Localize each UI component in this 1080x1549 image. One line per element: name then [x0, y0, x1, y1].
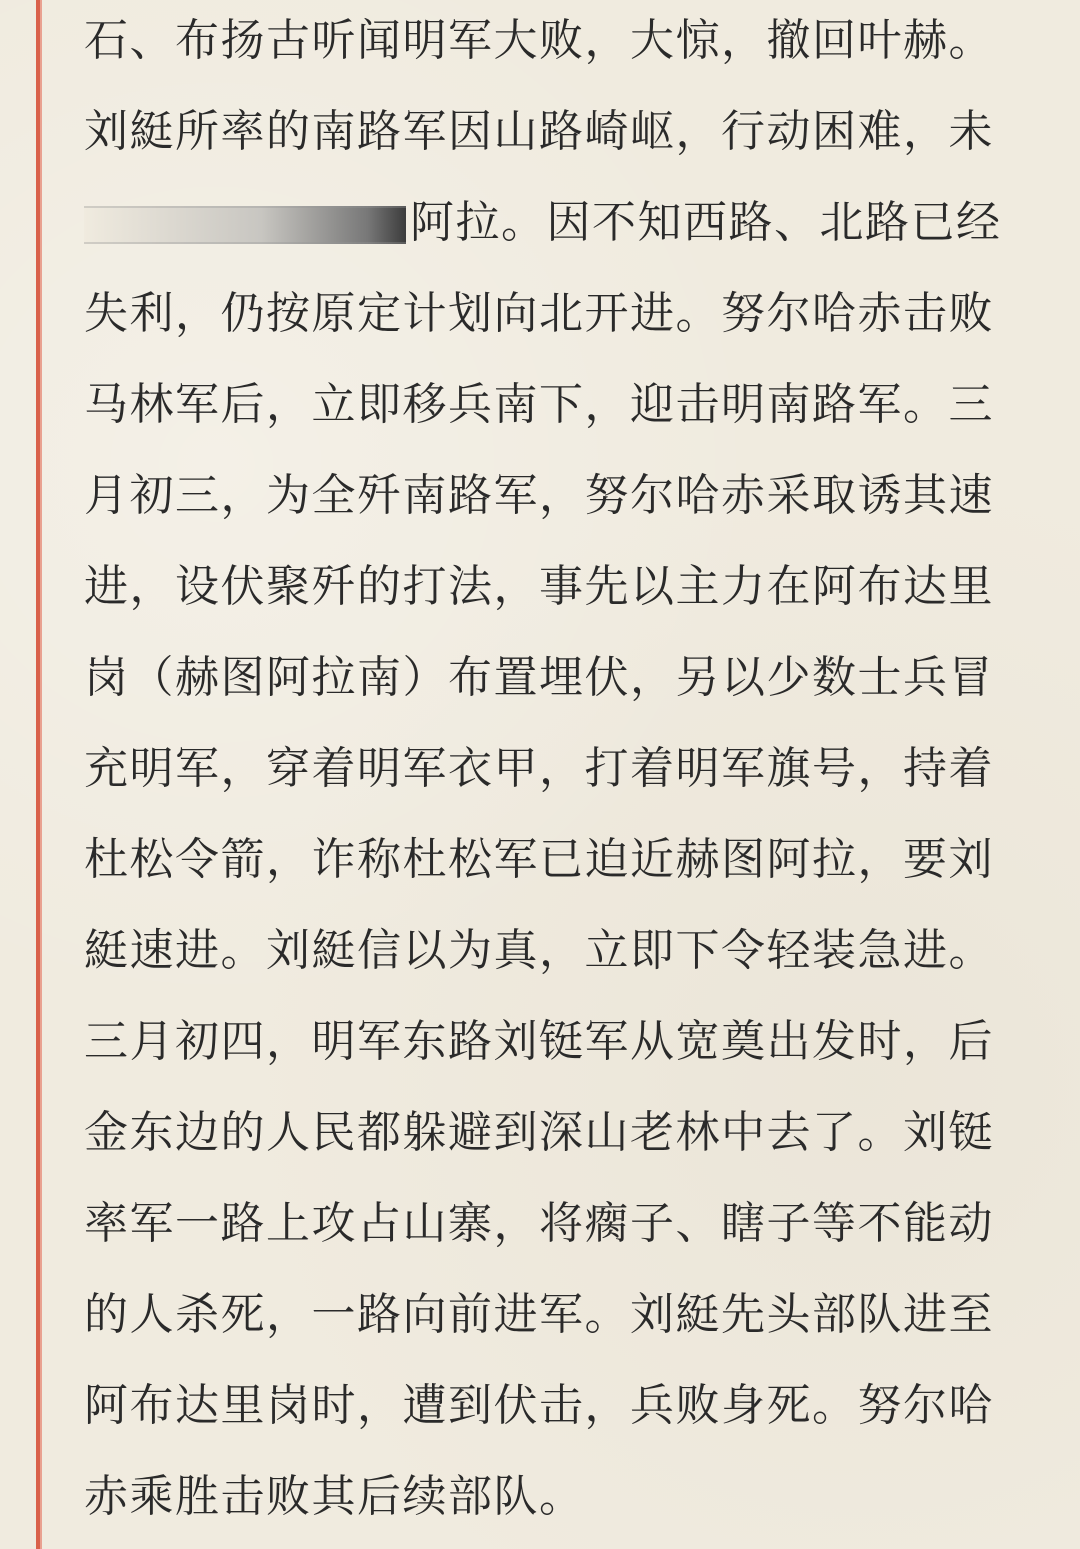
text-line: 马林军后，立即移兵南下，迎击明南路军。三	[84, 379, 994, 430]
redaction-bar	[84, 206, 406, 244]
text-line: 綎速进。刘綎信以为真，立即下令轻装急进。	[84, 925, 994, 976]
text-line: 金东边的人民都躲避到深山老林中去了。刘铤	[84, 1107, 994, 1158]
text-line: 三月初四，明军东路刘铤军从宽奠出发时，后	[84, 1016, 994, 1067]
text-line: 岗（赫图阿拉南）布置埋伏，另以少数士兵冒	[84, 652, 994, 703]
text-line: 月初三，为全歼南路军，努尔哈赤采取诱其速	[84, 470, 994, 521]
text-line: 的人杀死，一路向前进军。刘綎先头部队进至	[84, 1289, 994, 1340]
text-line: 阿布达里岗时，遭到伏击，兵败身死。努尔哈	[84, 1380, 994, 1431]
margin-rule	[36, 0, 40, 1549]
text-line: 石、布扬古听闻明军大败，大惊，撤回叶赫。	[84, 15, 994, 66]
text-line-redacted	[84, 188, 1002, 258]
text-line: 失利，仍按原定计划向北开进。努尔哈赤击败	[84, 288, 994, 339]
text-line: 充明军，穿着明军衣甲，打着明军旗号，持着	[84, 743, 994, 794]
text-line: 率军一路上攻占山寨，将瘸子、瞎子等不能动	[84, 1198, 994, 1249]
text-line: 进，设伏聚歼的打法，事先以主力在阿布达里	[84, 561, 994, 612]
text-line-fragment: 阿拉。因不知西路、北路已经	[410, 197, 1002, 248]
text-line: 赤乘胜击败其后续部队。	[84, 1471, 585, 1522]
text-line: 刘綎所率的南路军因山路崎岖，行动困难，未	[84, 106, 994, 157]
text-line: 杜松令箭，诈称杜松军已迫近赫图阿拉，要刘	[84, 834, 994, 885]
